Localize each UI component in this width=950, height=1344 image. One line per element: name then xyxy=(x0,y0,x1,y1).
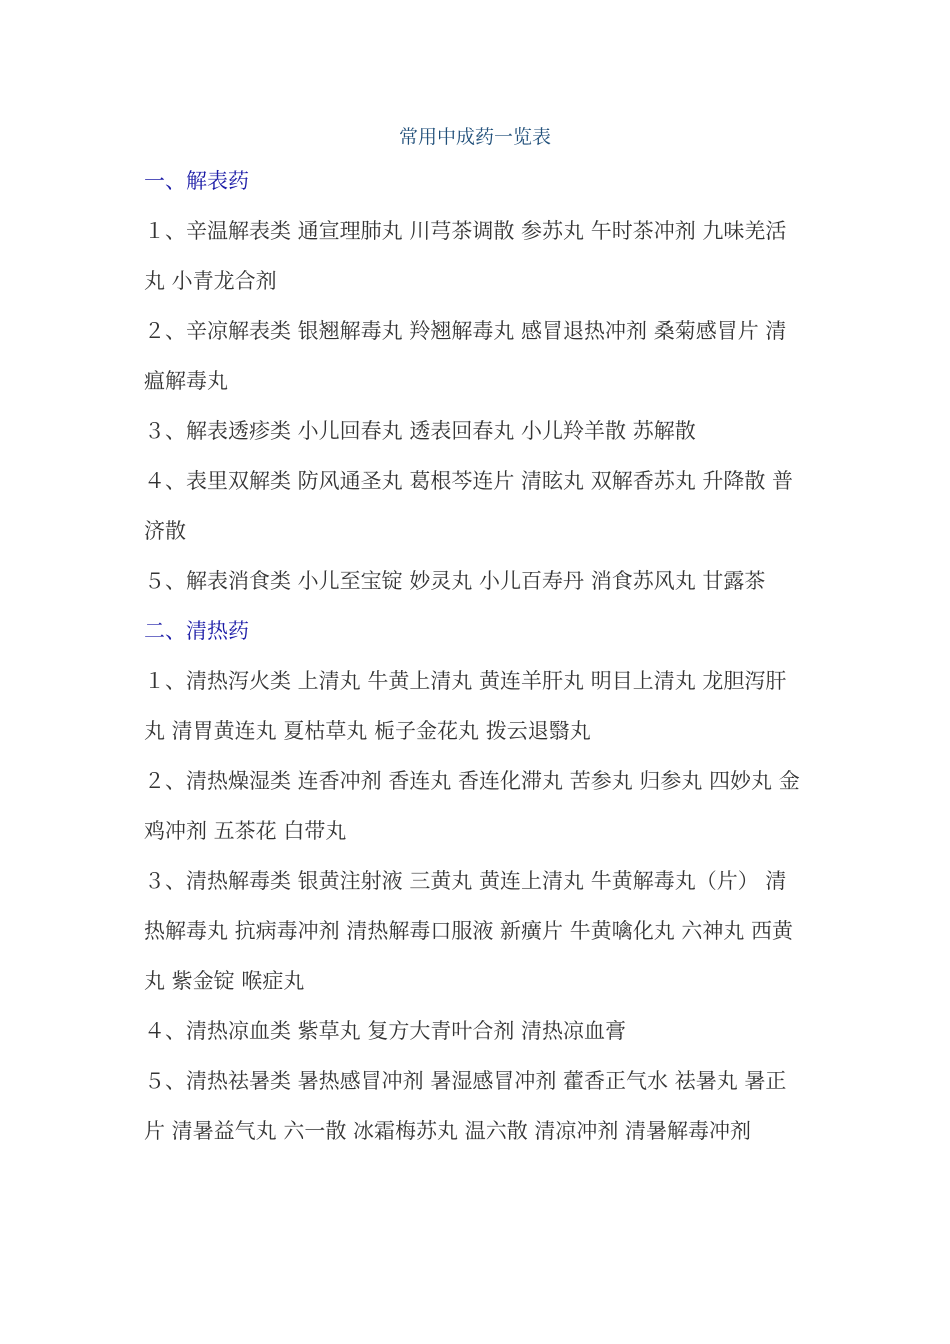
section-heading: 一、解表药 xyxy=(144,169,249,193)
list-item: ５、清热祛暑类 暑热感冒冲剂 暑湿感冒冲剂 藿香正气水 祛暑丸 暑正片 清暑益气丸 六一散 冰霜梅苏丸 温六散 清凉冲剂 清暑解毒冲剂 xyxy=(144,1069,787,1143)
list-item: ３、清热解毒类 银黄注射液 三黄丸 黄连上清丸 牛黄解毒丸（片） 清热解毒丸 抗病毒冲剂 清热解毒口服液 新癀片 牛黄噙化丸 六神丸 西黄丸 紫金锭 喉症丸 xyxy=(144,869,794,993)
list-item: ２、清热燥湿类 连香冲剂 香连丸 香连化滞丸 苦参丸 归参丸 四妙丸 金鸡冲剂 五茶花 白带丸 xyxy=(144,769,800,843)
list-item: １、辛温解表类 通宣理肺丸 川芎茶调散 参苏丸 午时茶冲剂 九味羌活丸 小青龙合剂 xyxy=(144,219,787,293)
list-item: ４、表里双解类 防风通圣丸 葛根芩连片 清眩丸 双解香苏丸 升降散 普济散 xyxy=(144,469,794,543)
list-item: １、清热泻火类 上清丸 牛黄上清丸 黄连羊肝丸 明目上清丸 龙胆泻肝丸 清胃黄连丸 夏枯草丸 栀子金花丸 拨云退翳丸 xyxy=(144,669,787,743)
list-item: ２、辛凉解表类 银翘解毒丸 羚翘解毒丸 感冒退热冲剂 桑菊感冒片 清瘟解毒丸 xyxy=(144,319,787,393)
section-jiebiao xyxy=(144,156,806,606)
document-page xyxy=(144,118,806,1156)
list-item: ５、解表消食类 小儿至宝锭 妙灵丸 小儿百寿丹 消食苏风丸 甘露茶 xyxy=(144,569,766,593)
section-heading: 二、清热药 xyxy=(144,619,249,643)
section-qingre xyxy=(144,606,806,1156)
list-item: ４、清热凉血类 紫草丸 复方大青叶合剂 清热凉血膏 xyxy=(144,1019,627,1043)
list-item: ３、解表透疹类 小儿回春丸 透表回春丸 小儿羚羊散 苏解散 xyxy=(144,419,696,443)
document-title: 常用中成药一览表 xyxy=(398,126,551,148)
